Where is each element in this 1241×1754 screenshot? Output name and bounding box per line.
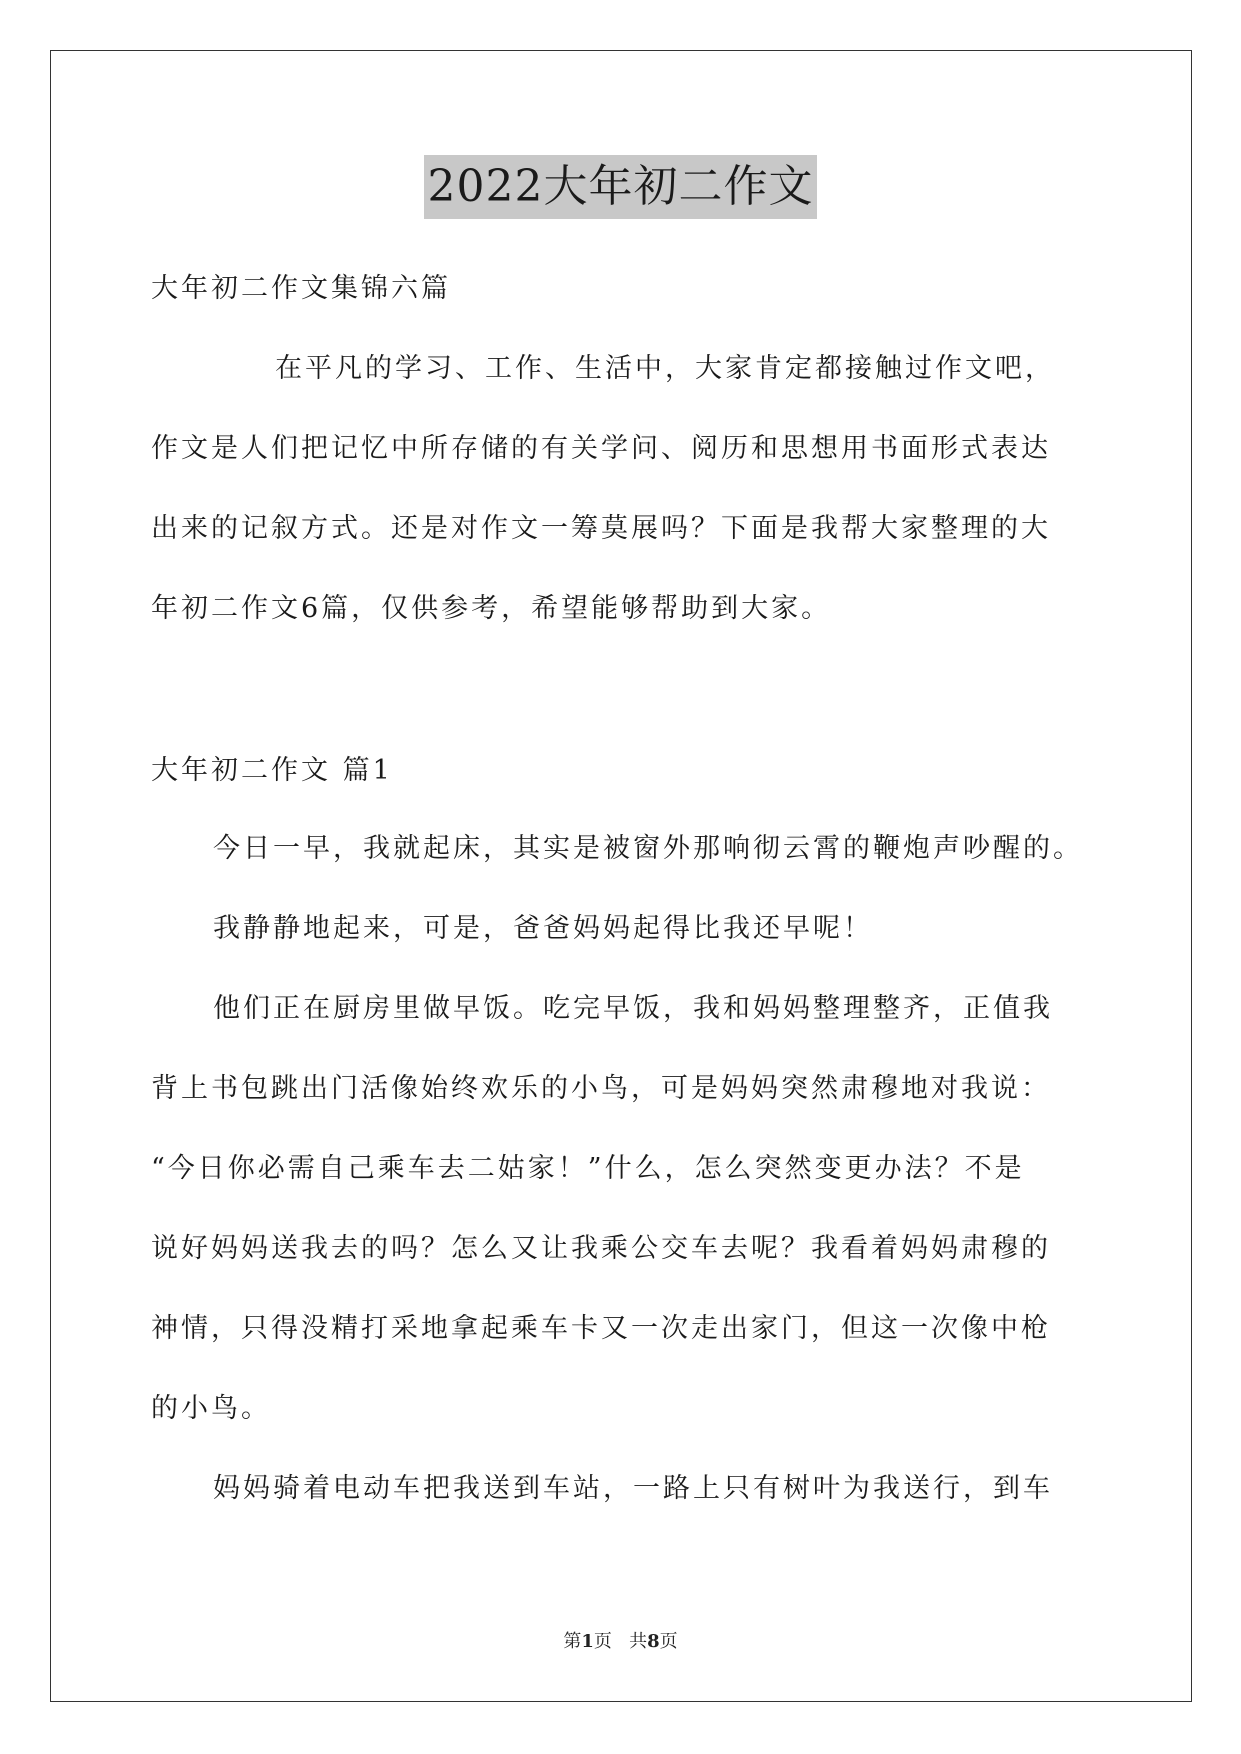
section-heading: 大年初二作文 篇1: [151, 755, 393, 786]
body-line: “今日你必需自己乘车去二姑家！”什么，怎么突然变更办法？不是: [151, 1153, 1025, 1184]
document-title: 2022大年初二作文: [424, 155, 818, 219]
body-line: 的小鸟。: [151, 1393, 271, 1424]
title-container: [0, 155, 1241, 219]
body-line: 说好妈妈送我去的吗？怎么又让我乘公交车去呢？我看着妈妈肃穆的: [151, 1233, 1051, 1264]
intro-line: 年初二作文6篇，仅供参考，希望能够帮助到大家。: [151, 593, 832, 624]
body-line: 背上书包跳出门活像始终欢乐的小鸟，可是妈妈突然肃穆地对我说：: [151, 1073, 1051, 1104]
footer-page-number: 1: [581, 1631, 594, 1652]
intro-line: 出来的记叙方式。还是对作文一筹莫展吗？下面是我帮大家整理的大: [151, 513, 1051, 544]
footer-total-pages: 8: [647, 1631, 660, 1652]
document-subtitle: 大年初二作文集锦六篇: [151, 273, 451, 304]
footer-prefix: 第: [563, 1631, 582, 1652]
body-line: 我静静地起来，可是，爸爸妈妈起得比我还早呢！: [213, 913, 873, 944]
intro-line: 在平凡的学习、工作、生活中，大家肯定都接触过作文吧，: [275, 353, 1055, 384]
intro-line: 作文是人们把记忆中所存储的有关学问、阅历和思想用书面形式表达: [151, 433, 1051, 464]
body-line: 他们正在厨房里做早饭。吃完早饭，我和妈妈整理整齐，正值我: [213, 993, 1053, 1024]
page-footer: [0, 1630, 1241, 1654]
footer-middle: 页 共: [593, 1631, 648, 1652]
body-line: 今日一早，我就起床，其实是被窗外那响彻云霄的鞭炮声吵醒的。: [213, 833, 1083, 864]
body-line: 神情，只得没精打采地拿起乘车卡又一次走出家门，但这一次像中枪: [151, 1313, 1051, 1344]
body-line: 妈妈骑着电动车把我送到车站，一路上只有树叶为我送行，到车: [213, 1473, 1053, 1504]
footer-suffix: 页: [659, 1631, 678, 1652]
